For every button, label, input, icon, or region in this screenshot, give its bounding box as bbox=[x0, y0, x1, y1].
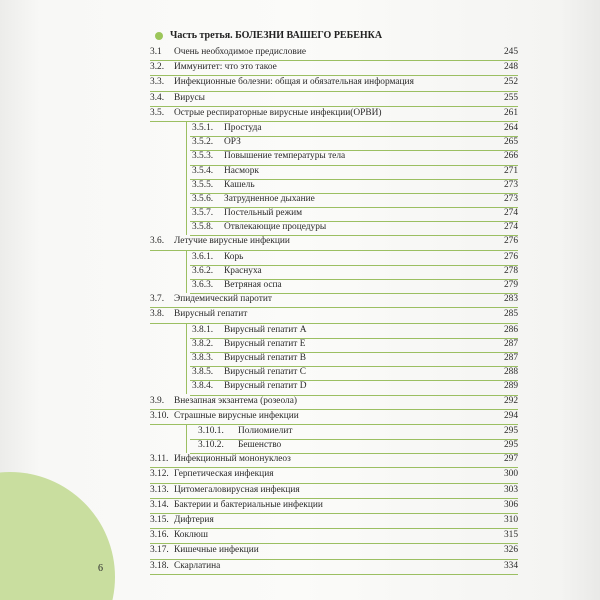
toc-page: 266 bbox=[503, 151, 518, 162]
toc-title: Повышение температуры тела bbox=[224, 151, 346, 162]
toc-row bbox=[150, 439, 518, 453]
toc-title: Летучие вирусные инфекции bbox=[174, 236, 290, 247]
toc-number: 3.8.4. bbox=[192, 381, 214, 392]
toc-number: 3.6.1. bbox=[192, 251, 214, 262]
toc-row bbox=[150, 338, 518, 352]
toc-row bbox=[150, 265, 518, 279]
toc-page: 295 bbox=[503, 425, 518, 436]
toc-page: 306 bbox=[503, 499, 518, 510]
toc-page: 334 bbox=[503, 560, 518, 571]
toc-title: Вирусный гепатит Е bbox=[224, 338, 306, 349]
toc-number: 3.5.7. bbox=[192, 208, 214, 219]
part-title: Часть третья. БОЛЕЗНИ ВАШЕГО РЕБЕНКА bbox=[170, 30, 383, 41]
toc-title: Простуда bbox=[224, 122, 262, 133]
toc-title: Очень необходимое предисловие bbox=[174, 47, 306, 57]
toc-row bbox=[150, 395, 518, 410]
bullet-dot-icon bbox=[155, 32, 163, 40]
toc-page: 285 bbox=[503, 309, 518, 320]
page-number: 6 bbox=[98, 563, 103, 574]
toc-title: Насморк bbox=[224, 165, 259, 176]
toc-page: 273 bbox=[503, 179, 518, 190]
toc-title: Бешенство bbox=[238, 440, 282, 451]
toc-row bbox=[150, 150, 518, 164]
toc-title: Вирусы bbox=[174, 92, 205, 103]
toc-title: Вирусный гепатит bbox=[174, 309, 248, 320]
toc-subsection-rule bbox=[186, 324, 187, 394]
toc-number: 3.17. bbox=[150, 545, 169, 556]
toc-page: 286 bbox=[503, 324, 518, 335]
toc-number: 3.6. bbox=[150, 236, 165, 247]
toc-title: Вирусный гепатит В bbox=[224, 352, 306, 363]
toc-subsection-rule bbox=[186, 122, 187, 235]
toc-page: 287 bbox=[503, 338, 518, 349]
toc-page: 265 bbox=[503, 137, 518, 148]
toc-row bbox=[150, 61, 518, 76]
toc-number: 3.5.5. bbox=[192, 179, 214, 190]
toc-page: 279 bbox=[503, 280, 518, 290]
toc-number: 3.5.1. bbox=[192, 122, 214, 133]
toc-subsection-rule bbox=[186, 251, 187, 293]
toc-row bbox=[150, 207, 518, 221]
toc-title: Краснуха bbox=[224, 265, 262, 276]
toc-row bbox=[150, 279, 518, 293]
toc-page: 326 bbox=[503, 545, 518, 556]
toc-row bbox=[150, 179, 518, 193]
toc-number: 3.6.3. bbox=[192, 280, 214, 290]
toc-page: 271 bbox=[503, 165, 518, 176]
toc-title: Герпетическая инфекция bbox=[174, 469, 274, 480]
toc-row bbox=[150, 514, 518, 529]
toc-row bbox=[150, 529, 518, 544]
toc-page: 297 bbox=[503, 454, 518, 465]
toc-row bbox=[150, 76, 518, 91]
toc-number: 3.5.4. bbox=[192, 165, 214, 176]
toc-number: 3.12. bbox=[150, 469, 169, 480]
toc-row bbox=[150, 380, 518, 394]
toc-page: 274 bbox=[503, 208, 518, 219]
toc-page: 245 bbox=[503, 47, 518, 57]
toc-page: 276 bbox=[503, 251, 518, 262]
toc-page: 310 bbox=[503, 515, 518, 525]
toc-number: 3.16. bbox=[150, 530, 169, 541]
toc-number: 3.3. bbox=[150, 77, 165, 88]
toc-number: 3.10. bbox=[150, 410, 169, 421]
toc-row bbox=[150, 46, 518, 61]
toc-row bbox=[150, 92, 518, 107]
toc-number: 3.8. bbox=[150, 309, 165, 320]
toc-number: 3.5.8. bbox=[192, 222, 214, 233]
toc-title: Скарлатина bbox=[174, 560, 221, 571]
toc-title: Цитомегаловирусная инфекция bbox=[174, 484, 300, 495]
toc-title: Инфекционные болезни: общая и обязательная информация bbox=[174, 77, 414, 88]
toc-number: 3.13. bbox=[150, 484, 169, 495]
part-heading bbox=[150, 28, 518, 44]
toc-page: 294 bbox=[503, 410, 518, 421]
toc-page: 248 bbox=[503, 62, 518, 73]
toc-row bbox=[150, 352, 518, 366]
toc-row bbox=[150, 366, 518, 380]
toc-number: 3.5. bbox=[150, 107, 165, 118]
toc-row bbox=[150, 122, 518, 136]
toc-entries bbox=[150, 46, 518, 575]
toc-number: 3.8.1. bbox=[192, 324, 214, 335]
toc-number: 3.8.5. bbox=[192, 367, 214, 378]
toc-row bbox=[150, 324, 518, 338]
toc-number: 3.11. bbox=[150, 454, 169, 465]
toc-title: Дифтерия bbox=[174, 515, 214, 525]
toc-number: 3.15. bbox=[150, 515, 169, 525]
toc-title: ОРЗ bbox=[224, 137, 241, 148]
toc-title: Полиомиелит bbox=[238, 425, 293, 436]
toc-title: Затрудненное дыхание bbox=[224, 193, 315, 204]
toc-title: Коклюш bbox=[174, 530, 208, 541]
toc-page: 295 bbox=[503, 440, 518, 451]
toc-row bbox=[150, 165, 518, 179]
toc-row bbox=[150, 484, 518, 499]
toc-row bbox=[150, 468, 518, 483]
toc-number: 3.9. bbox=[150, 395, 165, 406]
table-of-contents bbox=[150, 28, 518, 575]
toc-title: Кашель bbox=[224, 179, 255, 190]
toc-page: 255 bbox=[503, 92, 518, 103]
toc-row bbox=[150, 560, 518, 575]
toc-title: Иммунитет: что это такое bbox=[174, 62, 277, 73]
toc-title: Внезапная экзантема (розеола) bbox=[174, 395, 297, 406]
toc-page: 273 bbox=[503, 193, 518, 204]
toc-page: 303 bbox=[503, 484, 518, 495]
toc-title: Острые респираторные вирусные инфекции(ОРВИ) bbox=[174, 107, 382, 118]
toc-page: 289 bbox=[503, 381, 518, 392]
toc-number: 3.8.3. bbox=[192, 352, 214, 363]
toc-number: 3.5.3. bbox=[192, 151, 214, 162]
toc-title: Постельный режим bbox=[224, 208, 303, 219]
toc-title: Инфекционный мононуклеоз bbox=[174, 454, 291, 465]
toc-title: Страшные вирусные инфекции bbox=[174, 410, 299, 421]
toc-row bbox=[150, 107, 518, 122]
toc-title: Ветряная оспа bbox=[224, 280, 282, 290]
toc-number: 3.6.2. bbox=[192, 265, 214, 276]
toc-number: 3.10.2. bbox=[198, 440, 224, 451]
toc-title: Бактерии и бактериальные инфекции bbox=[174, 499, 323, 510]
toc-page: 315 bbox=[503, 530, 518, 541]
toc-page: 288 bbox=[503, 367, 518, 378]
toc-row bbox=[150, 410, 518, 425]
toc-row bbox=[150, 499, 518, 514]
toc-page: 278 bbox=[503, 265, 518, 276]
toc-row bbox=[150, 235, 518, 250]
toc-page: 264 bbox=[503, 122, 518, 133]
toc-page: 274 bbox=[503, 222, 518, 233]
toc-page: 300 bbox=[503, 469, 518, 480]
toc-number: 3.7. bbox=[150, 294, 165, 305]
toc-number: 3.5.6. bbox=[192, 193, 214, 204]
toc-number: 3.2. bbox=[150, 62, 165, 73]
toc-title: Вирусный гепатит А bbox=[224, 324, 307, 335]
toc-page: 276 bbox=[503, 236, 518, 247]
toc-number: 3.18. bbox=[150, 560, 169, 571]
toc-page: 287 bbox=[503, 352, 518, 363]
toc-row bbox=[150, 193, 518, 207]
toc-title: Эпидемический паротит bbox=[174, 294, 272, 305]
toc-page: 252 bbox=[503, 77, 518, 88]
toc-subsection-rule bbox=[186, 425, 187, 453]
toc-title: Вирусный гепатит D bbox=[224, 381, 307, 392]
toc-title: Кишечные инфекции bbox=[174, 545, 259, 556]
toc-page: 292 bbox=[503, 395, 518, 406]
toc-number: 3.8.2. bbox=[192, 338, 214, 349]
toc-number: 3.4. bbox=[150, 92, 165, 103]
toc-row bbox=[150, 221, 518, 235]
toc-title: Корь bbox=[224, 251, 244, 262]
toc-number: 3.1 bbox=[150, 47, 162, 57]
toc-title: Отвлекающие процедуры bbox=[224, 222, 327, 233]
toc-title: Вирусный гепатит С bbox=[224, 367, 306, 378]
toc-row bbox=[150, 136, 518, 150]
toc-row bbox=[150, 425, 518, 439]
toc-number: 3.10.1. bbox=[198, 425, 224, 436]
toc-row bbox=[150, 308, 518, 323]
toc-page: 261 bbox=[503, 107, 518, 118]
toc-number: 3.5.2. bbox=[192, 137, 214, 148]
toc-number: 3.14. bbox=[150, 499, 169, 510]
toc-row bbox=[150, 251, 518, 265]
toc-page: 283 bbox=[503, 294, 518, 305]
toc-row bbox=[150, 544, 518, 559]
toc-row bbox=[150, 453, 518, 468]
toc-row bbox=[150, 293, 518, 308]
